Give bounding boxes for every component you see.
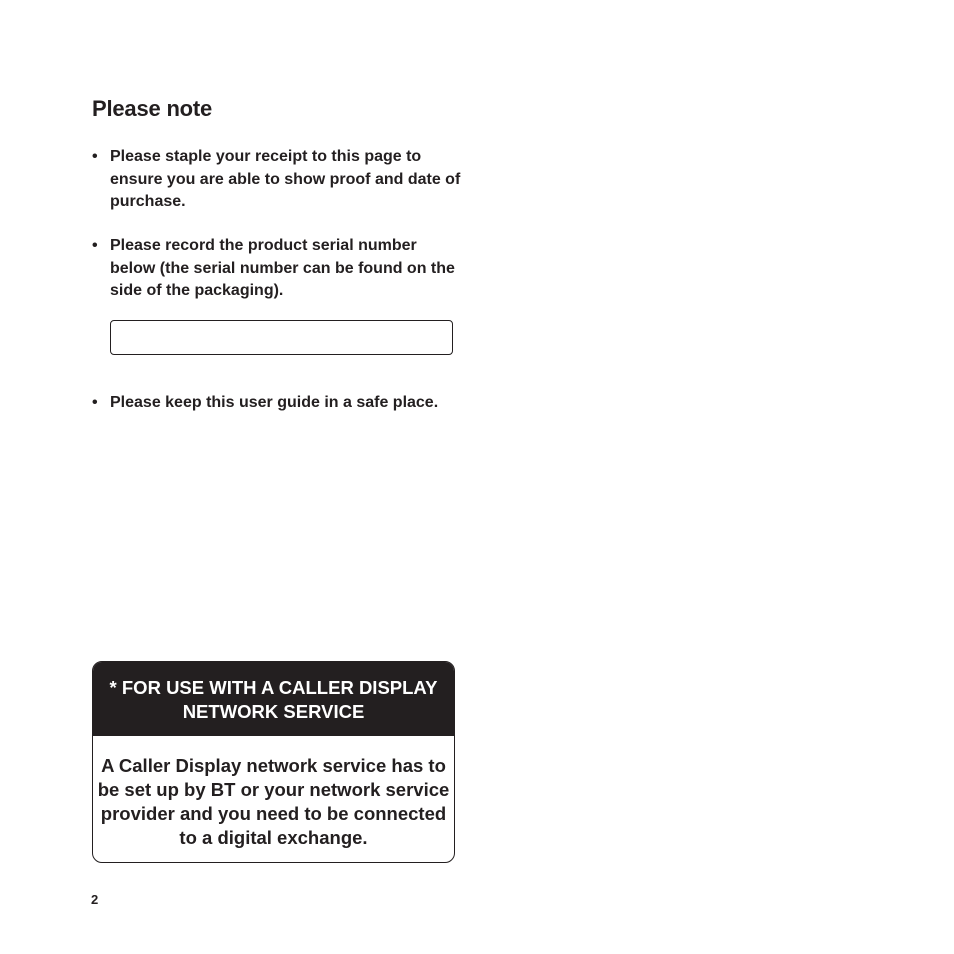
list-item-keep-guide	[92, 392, 464, 415]
list-item-serial-number	[92, 235, 464, 303]
notice-body-line: be set up by BT or your network service	[97, 779, 450, 800]
list-item-text: Please record the product serial number below (the serial number can be found on the side of the packaging).	[110, 237, 455, 299]
list-item-text: Please keep this user guide in a safe place.	[110, 394, 439, 411]
list-item-text: Please staple your receipt to this page to ensure you are able to show proof and date of purchase.	[110, 148, 461, 210]
bullet-icon: •	[92, 237, 98, 254]
caller-display-notice	[92, 661, 455, 863]
notice-body-line: provider and you need to be connected	[100, 803, 447, 824]
serial-number-field[interactable]	[110, 320, 453, 355]
page-number: 2	[91, 892, 99, 907]
bullet-icon: •	[92, 148, 98, 165]
notice-title	[93, 662, 454, 736]
notice-body-line: A Caller Display network service has to	[101, 755, 446, 776]
bullet-icon: •	[92, 394, 98, 411]
notice-title-line: NETWORK SERVICE	[182, 701, 365, 722]
page-heading: Please note	[92, 96, 213, 121]
notice-title-line: * FOR USE WITH A CALLER DISPLAY	[109, 677, 438, 698]
notice-body	[93, 736, 454, 850]
notice-body-line: to a digital exchange.	[179, 827, 368, 848]
list-item-staple-receipt	[92, 146, 464, 214]
